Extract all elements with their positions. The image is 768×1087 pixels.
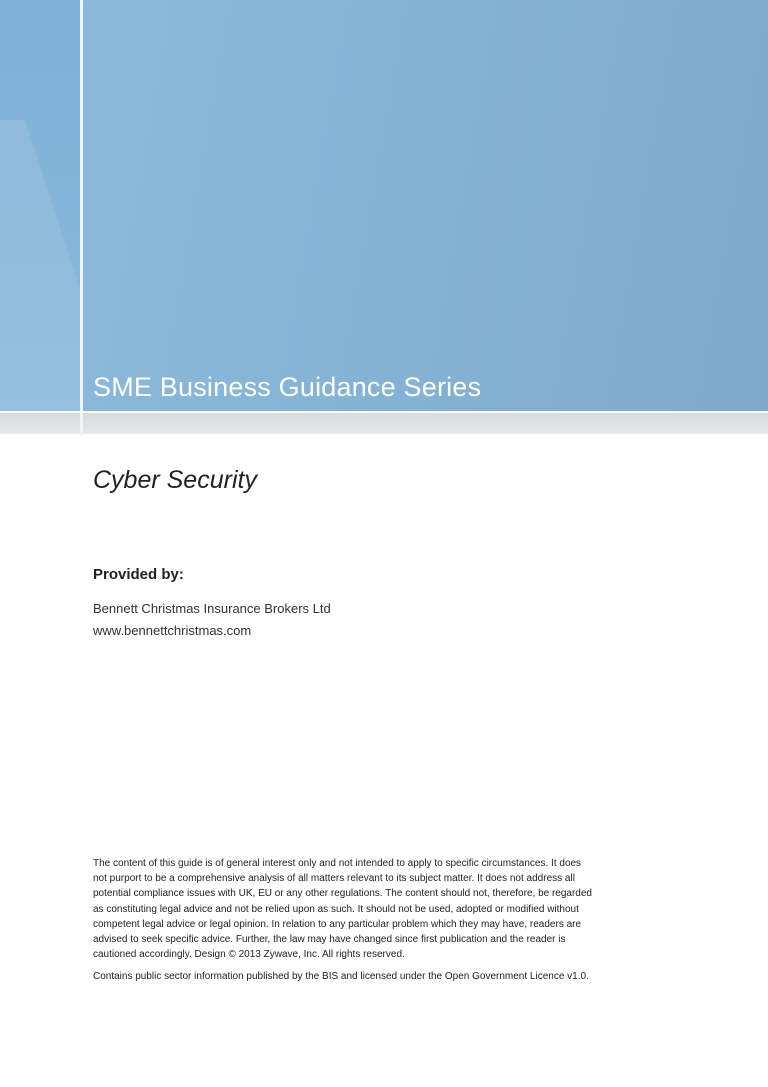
- vertical-divider: [80, 0, 83, 436]
- licence-notice: Contains public sector information published by the BIS and licensed under the Open Government Licence v1.0.: [93, 971, 589, 982]
- disclaimer-line: as constituting legal advice and not be relied upon as such. It should not be used, adopted or modified without: [93, 903, 579, 915]
- disclaimer-line: not purport to be a comprehensive analysis of all matters relevant to its subject matter. It does not address all: [93, 873, 575, 885]
- provider-info: [93, 598, 331, 642]
- provided-by-label: Provided by:: [93, 566, 184, 583]
- document-title: Cyber Security: [93, 466, 257, 494]
- disclaimer-line: competent legal advice or legal opinion. In relation to any particular problem which they may have, readers are: [93, 918, 582, 930]
- disclaimer-line: The content of this guide is of general interest only and not intended to apply to specific circumstances. It does: [93, 858, 582, 869]
- cover-left-panel: [0, 0, 80, 411]
- provider-website[interactable]: www.bennettchristmas.com: [93, 623, 252, 638]
- series-title: SME Business Guidance Series: [93, 372, 482, 402]
- cover-banner: [0, 0, 768, 411]
- disclaimer: [93, 856, 592, 962]
- disclaimer-line: potential compliance issues with UK, EU or any other regulations. The content should not, therefore, be regarded: [93, 888, 592, 900]
- disclaimer-line: advised to seek specific advice. Further, the law may have changed since first publication and the reader is: [93, 934, 566, 946]
- disclaimer-line: cautioned accordingly. Design © 2013 Zywave, Inc. All rights reserved.: [93, 949, 405, 961]
- provider-name: Bennett Christmas Insurance Brokers Ltd: [93, 601, 331, 616]
- grey-band: [0, 413, 768, 434]
